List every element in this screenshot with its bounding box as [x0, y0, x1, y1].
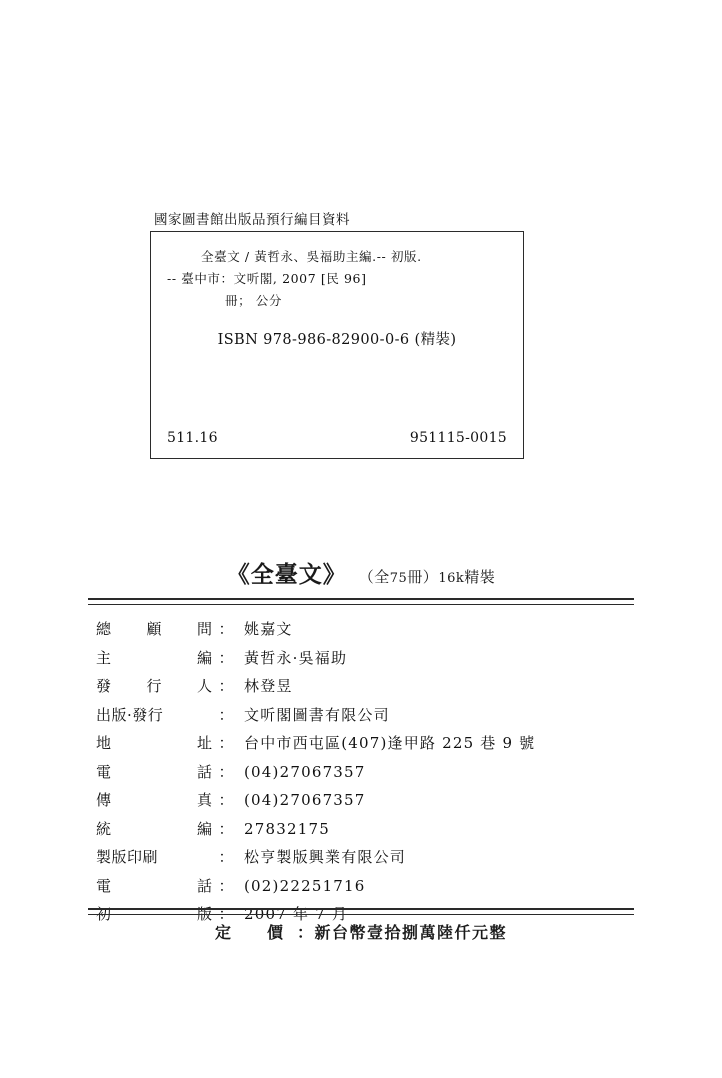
colophon-label — [96, 846, 236, 867]
colophon-label-part: 電 — [96, 876, 112, 895]
colophon-row — [96, 732, 636, 761]
colophon-label-part: 傳 — [96, 791, 112, 809]
divider-bottom — [88, 908, 634, 915]
cip-block — [150, 208, 524, 459]
cip-isbn: ISBN 978-986-82900-0-6 (精裝) — [217, 332, 457, 348]
cip-record-number: 951115-0015 — [409, 430, 507, 446]
volume-prefix: （全 — [358, 568, 390, 586]
colophon-value: (04)27067357 — [244, 791, 366, 809]
colophon-label-part: 編 — [196, 648, 213, 667]
colophon-label-part: 主 — [96, 648, 112, 667]
colophon-label-part: 行 — [146, 677, 162, 695]
colophon-label — [96, 647, 236, 668]
colophon-label-part: 發 — [96, 677, 112, 695]
colophon-table — [96, 618, 636, 932]
colophon-row — [96, 875, 636, 904]
colophon-label-part: 總 — [96, 620, 112, 638]
colophon-value: (04)27067357 — [244, 762, 366, 781]
colophon-colon: ： — [218, 791, 234, 809]
price-value: ：新台幣壹拾捌萬陸仟元整 — [297, 923, 508, 942]
colophon-colon: ： — [218, 677, 234, 695]
cip-footer — [167, 430, 507, 446]
colophon-label-part: 真 — [196, 791, 213, 809]
colophon-value: 27832175 — [244, 819, 330, 838]
colophon-label-part: 製版印刷 — [96, 848, 159, 866]
colophon-label — [96, 761, 236, 782]
trim-size: 16k — [438, 571, 465, 586]
cip-line: 冊； 公分 — [225, 293, 282, 308]
colophon-colon: ： — [218, 705, 234, 724]
colophon-row — [96, 618, 636, 647]
binding-type: 精裝 — [464, 568, 496, 586]
price-row — [0, 920, 722, 943]
colophon-label-part: 址 — [196, 734, 213, 752]
colophon-colon: ： — [218, 848, 234, 866]
colophon-colon: ： — [218, 762, 234, 781]
colophon-row — [96, 818, 636, 847]
colophon-value: 文听閣圖書有限公司 — [244, 705, 390, 724]
book-title-subinfo — [359, 568, 496, 586]
colophon-label-part: 編 — [196, 819, 213, 838]
volume-suffix: 冊） — [407, 568, 439, 586]
colophon-label-part: 電 — [96, 762, 112, 781]
cip-class-number: 511.16 — [167, 430, 218, 446]
colophon-label — [96, 875, 236, 896]
colophon-label-part: 出版·發行 — [96, 705, 164, 724]
colophon-label-part: 話 — [196, 876, 213, 895]
colophon-label — [96, 732, 236, 753]
price-label: 定 價 — [214, 923, 293, 942]
page-title — [0, 556, 722, 589]
colophon-row — [96, 789, 636, 818]
book-title: 《全臺文》 — [226, 561, 347, 588]
colophon-value: 松亨製版興業有限公司 — [244, 848, 407, 866]
colophon-row — [96, 675, 636, 704]
colophon-colon: ： — [218, 648, 234, 667]
colophon-value: 林登昱 — [244, 677, 293, 695]
colophon-row — [96, 647, 636, 676]
colophon-value: 姚嘉文 — [244, 620, 293, 638]
colophon-label-part: 顧 — [146, 620, 162, 638]
colophon-label-part: 版 — [196, 905, 213, 923]
cip-box — [150, 231, 524, 459]
colophon-value: 黃哲永·吳福助 — [244, 648, 348, 667]
colophon-value: 台中市西屯區(407)逢甲路 225 巷 9 號 — [244, 734, 536, 752]
colophon-colon: ： — [218, 905, 234, 923]
colophon-label — [96, 618, 236, 639]
colophon-label-part: 問 — [196, 620, 213, 638]
colophon-label-part: 地 — [96, 734, 112, 752]
colophon-colon: ： — [218, 620, 234, 638]
colophon-label-part: 統 — [96, 819, 112, 838]
colophon-label — [96, 818, 236, 839]
colophon-colon: ： — [218, 876, 234, 895]
colophon-label — [96, 675, 236, 696]
colophon-label — [96, 704, 236, 725]
colophon-row — [96, 846, 636, 875]
colophon-row — [96, 761, 636, 790]
colophon-label-part: 人 — [196, 677, 213, 695]
colophon-row — [96, 704, 636, 733]
cip-heading: 國家圖書館出版品預行編目資料 — [154, 212, 350, 228]
colophon-label-part: 話 — [196, 762, 213, 781]
cip-line: 全臺文 / 黃哲永、吳福助主編.-- 初版. — [201, 249, 422, 264]
colophon-label-part: 初 — [96, 905, 112, 923]
colophon-label — [96, 789, 236, 810]
colophon-colon: ： — [218, 734, 234, 752]
colophon-value: (02)22251716 — [244, 876, 366, 895]
divider-top — [88, 598, 634, 605]
volume-count: 75 — [389, 571, 408, 586]
colophon-colon: ： — [218, 819, 234, 838]
colophon-value: 2007 年 7 月 — [244, 905, 349, 923]
cip-line: -- 臺中市：文听閣, 2007 [民 96] — [167, 271, 367, 286]
